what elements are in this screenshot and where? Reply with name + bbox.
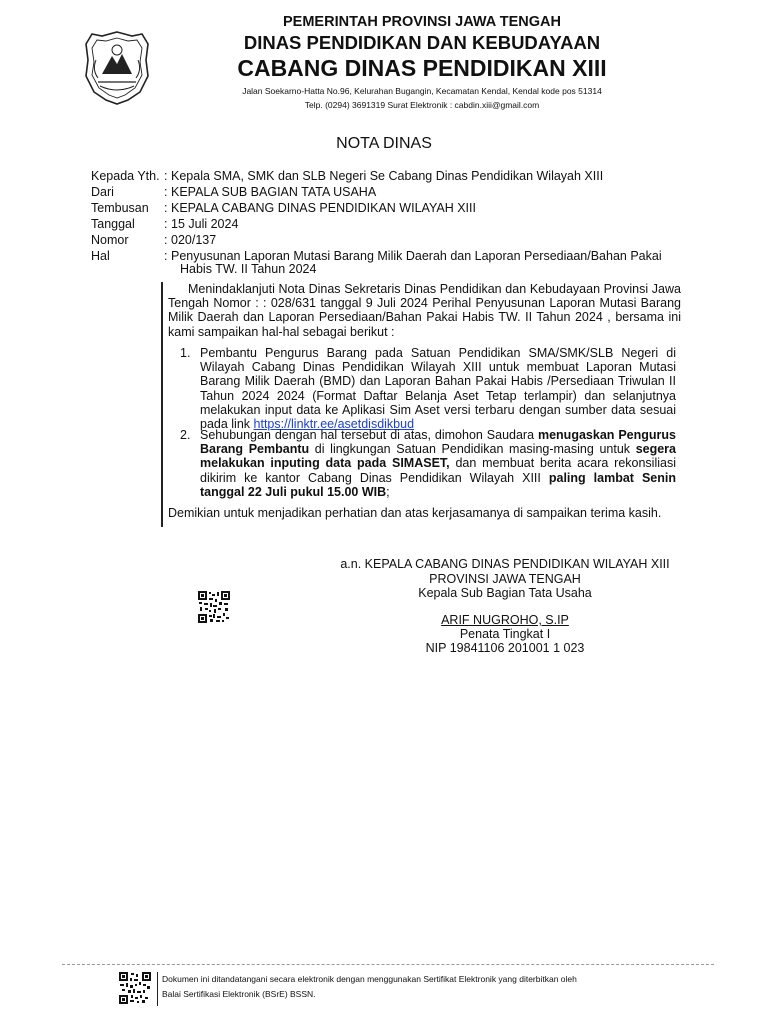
list-text — [200, 428, 676, 499]
item-text: ; — [386, 484, 390, 499]
intro-paragraph: Menindaklanjuti Nota Dinas Sekretaris Dinas Pendidikan dan Kebudayaan Provinsi Jawa Tengah Nomor : : 028/631 tanggal 9 Juli 2024 Perihal Penyusunan Laporan Mutasi Barang Milik Daerah dan Laporan Persediaan/Bahan Pakai Habis TW. II Tahun 2024 , bersama ini kami sampaikan hal-hal sebagai berikut : — [168, 282, 681, 339]
field-label: Dari — [91, 185, 114, 199]
footer-divider — [62, 964, 714, 965]
list-number: 2. — [180, 428, 191, 442]
field-colon: : — [164, 217, 168, 231]
field-value: 15 Juli 2024 — [171, 217, 239, 231]
item-text: dan membuat berita acara rekonsiliasi dikirim ke kantor Cabang Dinas Pendidikan Wilayah XIII — [200, 456, 676, 485]
field-colon: : — [164, 233, 168, 247]
asset-data-link[interactable]: https://linktr.ee/asetdisdikbud — [253, 417, 415, 432]
document-title: NOTA DINAS — [336, 135, 432, 152]
signature-province: PROVINSI JAWA TENGAH — [429, 572, 581, 586]
field-colon: : — [164, 185, 168, 199]
field-label: Tembusan — [91, 201, 149, 215]
footer-rule — [157, 972, 158, 1006]
item-text: Sehubungan dengan hal tersebut di atas, dimohon Saudara — [200, 428, 538, 442]
footer-certificate-line1: Dokumen ini ditandatangani secara elektronik dengan menggunakan Sertifikat Elektronik yang diterbitkan oleh — [162, 974, 577, 984]
margin-rule — [161, 282, 163, 527]
signatory-name: ARIF NUGROHO, S.IP — [441, 613, 569, 627]
list-text — [200, 346, 676, 431]
item-emphasis: segera melakukan inputing data pada SIMASET, — [200, 442, 676, 471]
letterhead-address: Jalan Soekarno-Hatta No.96, Kelurahan Bugangin, Kecamatan Kendal, Kendal kode pos 51314 — [242, 86, 602, 96]
footer-qr-code — [119, 972, 151, 1004]
list-number: 1. — [180, 346, 191, 360]
item-emphasis: paling lambat Senin tanggal 22 Juli pukul 15.00 WIB — [200, 470, 676, 499]
field-colon: : — [164, 249, 168, 263]
item-emphasis: menugaskan Pengurus Barang Pembantu — [200, 428, 676, 457]
letterhead-branch: CABANG DINAS PENDIDIKAN XIII — [237, 55, 607, 81]
signature-on-behalf: a.n. KEPALA CABANG DINAS PENDIDIKAN WILAYAH XIII — [340, 557, 670, 571]
letterhead-government: PEMERINTAH PROVINSI JAWA TENGAH — [283, 14, 561, 30]
field-value: KEPALA CABANG DINAS PENDIDIKAN WILAYAH XIII — [171, 201, 476, 215]
field-value: Penyusunan Laporan Mutasi Barang Milik Daerah dan Laporan Persediaan/Bahan Pakai — [171, 249, 662, 263]
field-value: KEPALA SUB BAGIAN TATA USAHA — [171, 185, 377, 199]
letterhead-agency: DINAS PENDIDIKAN DAN KEBUDAYAAN — [243, 32, 601, 53]
signatory-nip: NIP 19841106 201001 1 023 — [425, 641, 585, 655]
field-colon: : — [164, 201, 168, 215]
item-text: di lingkungan Satuan Pendidikan masing-masing untuk — [309, 442, 636, 457]
field-value-continued: Habis TW. II Tahun 2024 — [180, 262, 317, 276]
field-value: 020/137 — [171, 233, 217, 247]
item-text: Pembantu Pengurus Barang pada Satuan Pendidikan SMA/SMK/SLB Negeri di Wilayah Cabang Dinas Pendidikan Wilayah XIII untuk membuat Laporan Mutasi Barang Milik Daerah (BMD) dan Laporan Bahan Pakai Habis /Persediaan Triwulan II Tahun 2024 2024 (Format Daftar Belanja Aset Tetap terlampir) dan selanjutnya melakukan input data ke Aplikasi Sim Aset versi terbaru dengan sumber data sesuai pada link — [200, 346, 676, 432]
field-label: Tanggal — [91, 217, 135, 231]
field-value: Kepala SMA, SMK dan SLB Negeri Se Cabang Dinas Pendidikan Wilayah XIII — [171, 169, 604, 183]
field-colon: : — [164, 169, 168, 183]
field-label: Hal — [91, 249, 110, 263]
field-label: Nomor — [91, 233, 129, 247]
closing-paragraph: Demikian untuk menjadikan perhatian dan atas kerjasamanya di sampaikan terima kasih. — [168, 506, 662, 520]
signatory-rank: Penata Tingkat I — [459, 627, 551, 641]
letterhead-contact: Telp. (0294) 3691319 Surat Elektronik : cabdin.xiii@gmail.com — [304, 100, 540, 110]
signature-qr-code — [198, 591, 230, 623]
footer-certificate-line2: Balai Sertifikasi Elektronik (BSrE) BSSN. — [162, 989, 316, 999]
signature-position: Kepala Sub Bagian Tata Usaha — [418, 586, 592, 600]
field-label: Kepada Yth. — [91, 169, 160, 183]
